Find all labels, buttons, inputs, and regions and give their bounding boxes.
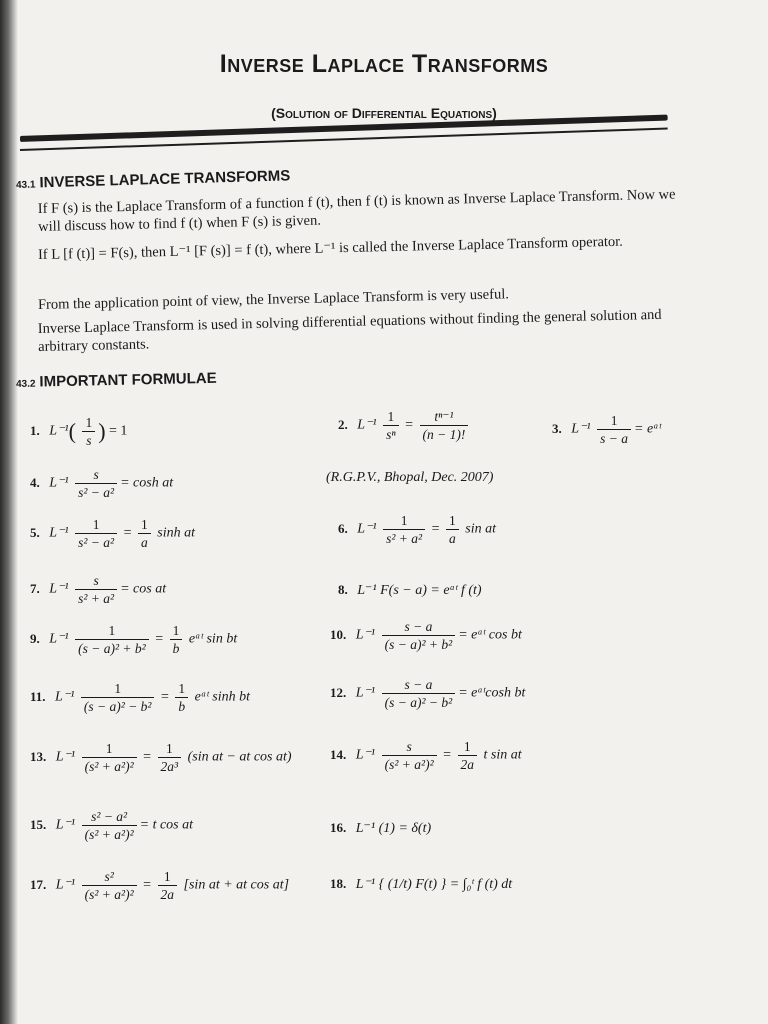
formula-rhs: = 1	[109, 423, 128, 439]
formula-11: 11. L⁻¹ $\frac{1}{\text{(s − a)² − b²}}$ = $\frac{1}{b}$ eᵃᵗ sinh bt	[30, 681, 251, 714]
formula-10: 10. L⁻¹ $\frac{s - a}{\text{(s − a)² + b²}}$ = eᵃᵗ cos bt	[330, 619, 522, 652]
section-number: 43.1	[15, 179, 36, 191]
paragraph: If L [f (t)] = F(s), then L⁻¹ [F (s)] = f (t), where L⁻¹ is called the Inverse Laplace Transform operator.	[37, 233, 624, 263]
section-heading-1	[16, 167, 291, 192]
formula-16: 16. L⁻¹ (1) = δ(t)	[330, 820, 432, 836]
section-title: INVERSE LAPLACE TRANSFORMS	[39, 167, 291, 192]
formula-3: 3. L⁻¹ $\frac{1}{s - a}$ = eᵃᵗ	[552, 413, 662, 446]
formula-5: 5. L⁻¹ $\frac{1}{\text{s² − a²}}$ = $\frac{1}{a}$ sinh at	[30, 517, 195, 550]
paragraph: From the application point of view, the Inverse Laplace Transform is very useful.	[37, 286, 510, 313]
section-number: 43.2	[15, 378, 36, 390]
source-note: (R.G.P.V., Bhopal, Dec. 2007)	[326, 470, 494, 485]
fraction: $\frac{1}{s}$	[82, 414, 95, 449]
formula-8: 8. L⁻¹ F(s − a) = eᵃᵗ f (t)	[338, 582, 482, 598]
section-heading-2	[16, 370, 217, 391]
formula-7: 7. L⁻¹ $\frac{s}{\text{s² + a²}}$ = cos at	[30, 573, 167, 606]
page-binding-edge	[0, 0, 18, 1024]
formula-2: 2. L⁻¹ $\frac{1}{\text{sⁿ}}$ = $\frac{\text{tⁿ⁻¹}}{(n - 1)!}$	[338, 408, 471, 443]
formula-1: 1. L⁻¹( $\frac{1}{s}$ ) = 1	[30, 415, 128, 448]
chapter-title: Inverse Laplace Transforms	[219, 50, 549, 78]
formula-9: 9. L⁻¹ $\frac{1}{\text{(s − a)² + b²}}$ = $\frac{1}{b}$ eᵃᵗ sin bt	[30, 623, 238, 656]
formula-13: 13. L⁻¹ $\frac{1}{\text{(s² + a²)²}}$ = $\frac{1}{\text{2a³}}$ (sin at − at cos at)	[30, 741, 292, 774]
formula-6: 6. L⁻¹ $\frac{1}{\text{s² + a²}}$ = $\frac{1}{a}$ sin at	[338, 513, 496, 546]
formula-4: 4. L⁻¹ $\frac{s}{\text{s² − a²}}$ = cosh at	[30, 467, 174, 500]
inverse-laplace-operator: L⁻¹	[49, 423, 69, 439]
paragraph: Inverse Laplace Transform is used in solving differential equations without finding the general solution and arbitrary constants.	[37, 306, 662, 355]
chapter-subtitle: (Solution of Differential Equations)	[271, 105, 497, 121]
section-title: IMPORTANT FORMULAE	[39, 369, 217, 391]
formula-15: 15. L⁻¹ $\frac{\text{s² − a²}}{\text{(s² + a²)²}}$ = t cos at	[30, 809, 194, 842]
paragraph: If F (s) is the Laplace Transform of a function f (t), then f (t) is known as Inverse Laplace Transform. Now we will discuss how to find f (t) when F (s) is given.	[37, 186, 676, 235]
formula-number: 1.	[30, 422, 40, 438]
formula-17: 17. L⁻¹ $\frac{\text{s²}}{\text{(s² + a²)²}}$ = $\frac{1}{2a}$ [sin at + at cos at]	[30, 869, 290, 902]
formula-18: 18. L⁻¹ { (1/t) F(t) } = ∫₀ᵗ f (t) dt	[330, 876, 513, 892]
formula-14: 14. L⁻¹ $\frac{s}{\text{(s² + a²)²}}$ = $\frac{1}{2a}$ t sin at	[330, 739, 522, 772]
formula-12: 12. L⁻¹ $\frac{s - a}{\text{(s − a)² − b²}}$ = eᵃᵗcosh bt	[330, 677, 526, 710]
